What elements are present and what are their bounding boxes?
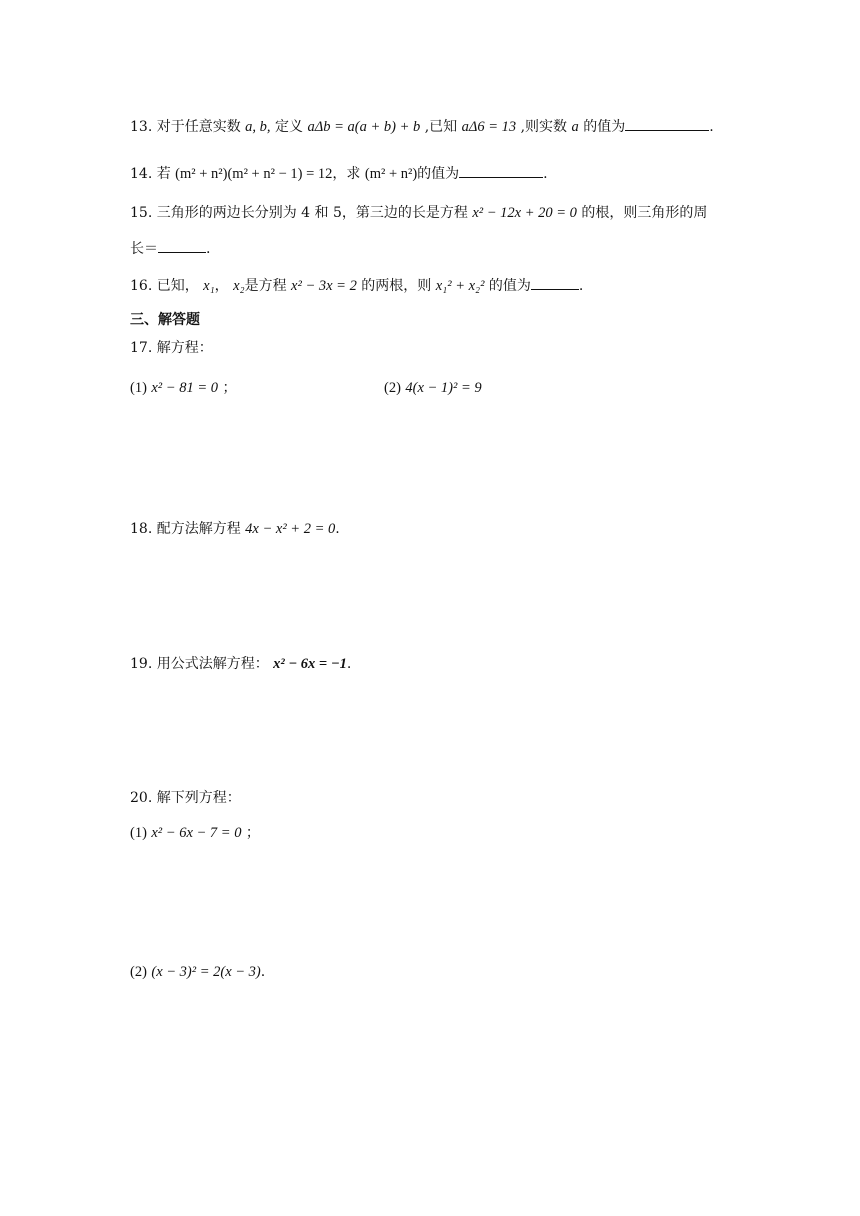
question-text: 长＝ (130, 241, 158, 257)
period: . (335, 521, 340, 537)
question-20-part-2 (130, 962, 265, 982)
question-20-part-1 (130, 823, 260, 843)
part-label: (1) (130, 380, 147, 396)
answer-blank[interactable] (158, 238, 206, 253)
semicolon: ； (222, 380, 237, 396)
definition-formula: aΔb = a(a + b) + b (307, 119, 421, 135)
question-17-part-2 (384, 378, 482, 398)
equation: x² − 81 = 0 (151, 380, 218, 396)
question-18 (130, 519, 340, 539)
part-label: (2) (384, 380, 401, 396)
variable: a (571, 119, 579, 135)
question-17 (130, 338, 213, 358)
equation: x² − 3x = 2 (291, 278, 357, 294)
question-text: 对于任意实数 (156, 119, 241, 135)
question-number: 15. (130, 205, 153, 221)
equation: x² − 6x = −1 (273, 656, 347, 672)
question-number: 18. (130, 521, 153, 537)
root-x2: x₂ (233, 278, 245, 294)
period: . (346, 656, 352, 672)
question-text: ，求 (332, 166, 361, 182)
question-17-part-1 (130, 378, 236, 398)
question-16 (130, 275, 583, 296)
question-15-cont (130, 238, 210, 259)
part-label: (2) (130, 964, 147, 980)
expression: (m² + n²) (364, 166, 418, 182)
root-x1: x₁ (203, 278, 215, 294)
period: . (260, 964, 266, 980)
question-text: 是方程 (244, 278, 287, 294)
question-text: 配方法解方程 (156, 521, 241, 537)
question-text: 三角形的两边长分别为 4 和 5，第三边的长是方程 (156, 205, 468, 221)
question-text: 的根，则三角形的周 (581, 205, 708, 221)
equation: (x − 3)² = 2(x − 3) (151, 964, 261, 980)
question-text: ,则实数 (520, 119, 568, 135)
question-number: 17. (130, 340, 153, 356)
equation: 4x − x² + 2 = 0 (245, 521, 336, 537)
question-text: 的值为 (583, 119, 626, 135)
question-15 (130, 203, 707, 223)
question-text: 解方程： (156, 340, 213, 356)
question-number: 13. (130, 119, 153, 135)
equation: 4(x − 1)² = 9 (405, 380, 482, 396)
section-heading: 三、解答题 (130, 312, 200, 328)
period: . (206, 241, 211, 257)
equation: (m² + n²)(m² + n² − 1) = 12 (175, 166, 333, 182)
given-formula: aΔ6 = 13 (461, 119, 517, 135)
question-20 (130, 788, 241, 808)
question-text: 若 (156, 166, 171, 182)
question-text: 解下列方程： (156, 790, 241, 806)
expression: x₁² + x₂² (435, 278, 485, 294)
period: . (578, 278, 584, 294)
question-text: 的值为 (417, 166, 460, 182)
separator: ， (214, 278, 229, 294)
question-number: 20. (130, 790, 153, 806)
question-text: 的两根，则 (361, 278, 432, 294)
question-text: 的值为 (488, 278, 531, 294)
question-text: 定义 (275, 119, 303, 135)
question-13 (130, 116, 714, 137)
question-text: ,已知 (424, 119, 458, 135)
answer-blank[interactable] (625, 116, 709, 131)
question-14 (130, 163, 548, 184)
question-number: 19. (130, 656, 153, 672)
question-number: 16. (130, 278, 153, 294)
answer-blank[interactable] (459, 163, 543, 178)
variables: a, b, (245, 119, 271, 135)
answer-blank[interactable] (531, 275, 579, 290)
equation: x² − 12x + 20 = 0 (472, 205, 577, 221)
question-19 (130, 654, 351, 674)
period: . (709, 119, 714, 135)
period: . (543, 166, 548, 182)
equation: x² − 6x − 7 = 0 (151, 825, 242, 841)
semicolon: ； (245, 825, 260, 841)
part-label: (1) (130, 825, 147, 841)
question-number: 14. (130, 166, 153, 182)
question-text: 已知， (156, 278, 199, 294)
question-text: 用公式法解方程： (156, 656, 269, 672)
